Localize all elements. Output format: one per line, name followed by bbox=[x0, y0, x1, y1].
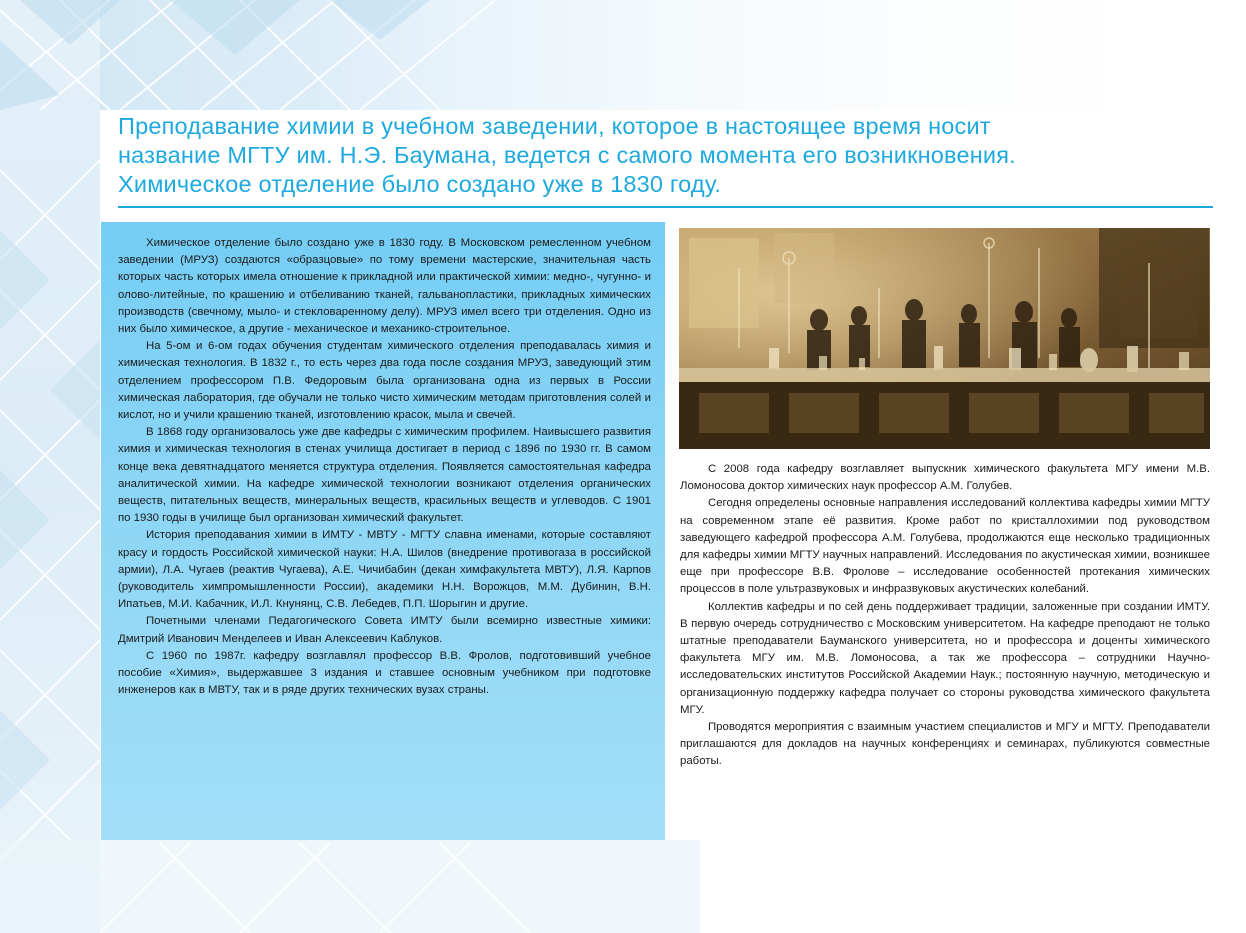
left-paragraph: История преподавания химии в ИМТУ - МВТУ - МГТУ славна именами, которые составляют красу и гордость Российской химической науки: Н.А. Шилов (внедрение противогаза в российской армии), Л.А. Чугаев (реактив Чугаева), А.Е. Чичибабин (декан химфакультета МВТУ), Л.Я. Карпов (руководитель химпромышленности России), академики Н.Н. Ворожцов, М.М. Дубинин, В.Н. Ипатьев, М.И. Кабачник, И.Л. Кнунянц, С.В. Лебедев, П.П. Шорыгин и другие. bbox=[118, 529, 651, 611]
right-paragraph: Коллектив кафедры и по сей день поддерживает традиции, заложенные при создании ИМТУ. В первую очередь сотрудничество с Московским университетом. На кафедре преподают не только штатные преподаватели Бауманского университета, но и профессора и доценты химического факультета МГУ им. М.В. Ломоносова, а так же профессора – сотрудники Научно-исследовательских институтов Российской Академии Наук.; постоянную научную, методическую и организационную поддержку кафедра получает со стороны руководства химического факультета МГУ. bbox=[680, 600, 1210, 716]
headline-line-3: Химическое отделение было создано уже в 1830 году. bbox=[118, 171, 722, 197]
headline-line-1: Преподавание химии в учебном заведении, которое в настоящее время носит bbox=[118, 113, 991, 139]
right-paragraph: Проводятся мероприятия с взаимным участием специалистов и МГУ и МГТУ. Преподаватели приглашаются для докладов на научных конференциях и семинарах, публикуются совместные работы. bbox=[680, 721, 1210, 768]
lab-photo-illustration bbox=[679, 228, 1210, 449]
left-column-text bbox=[118, 235, 651, 699]
left-paragraph: Почетными членами Педагогического Совета ИМТУ были всемирно известные химики: Дмитрий Иванович Менделеев и Иван Алексеевич Каблуков. bbox=[118, 615, 651, 645]
headline-divider bbox=[118, 206, 1213, 208]
headline-line-2: название МГТУ им. Н.Э. Баумана, ведется с самого момента его возникновения. bbox=[118, 142, 1016, 168]
page-headline bbox=[118, 112, 1213, 199]
left-paragraph: В 1868 году организовалось уже две кафедры с химическим профилем. Наивысшего развития химия и химическая технология в стенах училища достигает в период с 1896 по 1930 гг. В самом конце века девятнадцатого меняется структура отделения. Появляется самостоятельная кафедра аналитической химии. На кафедре химической технологии возникают отделения органических веществ, питательных веществ, минеральных веществ, красильных веществ и углеводов. С 1901 по 1930 годы в училище был организован химический факультет. bbox=[118, 426, 651, 525]
left-paragraph: Химическое отделение было создано уже в 1830 году. В Московском ремесленном учебном заведении (МРУЗ) создаются «образцовые» по тому времени мастерские, значительная часть которых часть которых имела отношение к прикладной или практической химии: медно-, чугунно- и олово-литейные, по крашению и отбеливанию тканей, гальванопластики, прикладных химических производств (свечному, мыло- и стекловаренному делу). МРУЗ имел всего три отделения. Одно из них было химическое, а другие - механическое и механико-строительное. bbox=[118, 237, 651, 336]
historical-lab-photo bbox=[679, 228, 1210, 449]
right-column-text bbox=[680, 461, 1210, 771]
right-paragraph: С 2008 года кафедру возглавляет выпускник химического факультета МГУ имени М.В. Ломоносова доктор химических наук профессор А.М. Голубев. bbox=[680, 463, 1210, 493]
right-paragraph: Сегодня определены основные направления исследований коллектива кафедры химии МГТУ на современном этапе её развития. Кроме работ по кристаллохимии под руководством заведующего кафедрой профессора А.М. Голубева, продолжаются еще несколько традиционных для кафедры химии МГТУ научных направлений. Исследования по акустическая химии, возникшее еще при профессоре В.В. Фролове – исследование особенностей протекания химических процессов в поле ультразвуковых и инфразвуковых акустических колебаний. bbox=[680, 497, 1210, 596]
left-paragraph: На 5-ом и 6-ом годах обучения студентам химического отделения преподавалась химия и химическая технология. В 1832 г., то есть через два года после создания МРУЗ, заведующий этим отделением профессором П.В. Федоровым была организована одна из первых в России химическая лаборатория, где обучали не только чисто химическим методам приготовления солей и кислот, но и учили крашению тканей, изготовлению красок, мыла и свечей. bbox=[118, 340, 651, 422]
left-paragraph: С 1960 по 1987г. кафедру возглавлял профессор В.В. Фролов, подготовивший учебное пособие «Химия», выдержавшее 3 издания и ставшее основным учебником при подготовке инженеров как в МВТУ, так и в ряде других технических вузах страны. bbox=[118, 649, 651, 697]
